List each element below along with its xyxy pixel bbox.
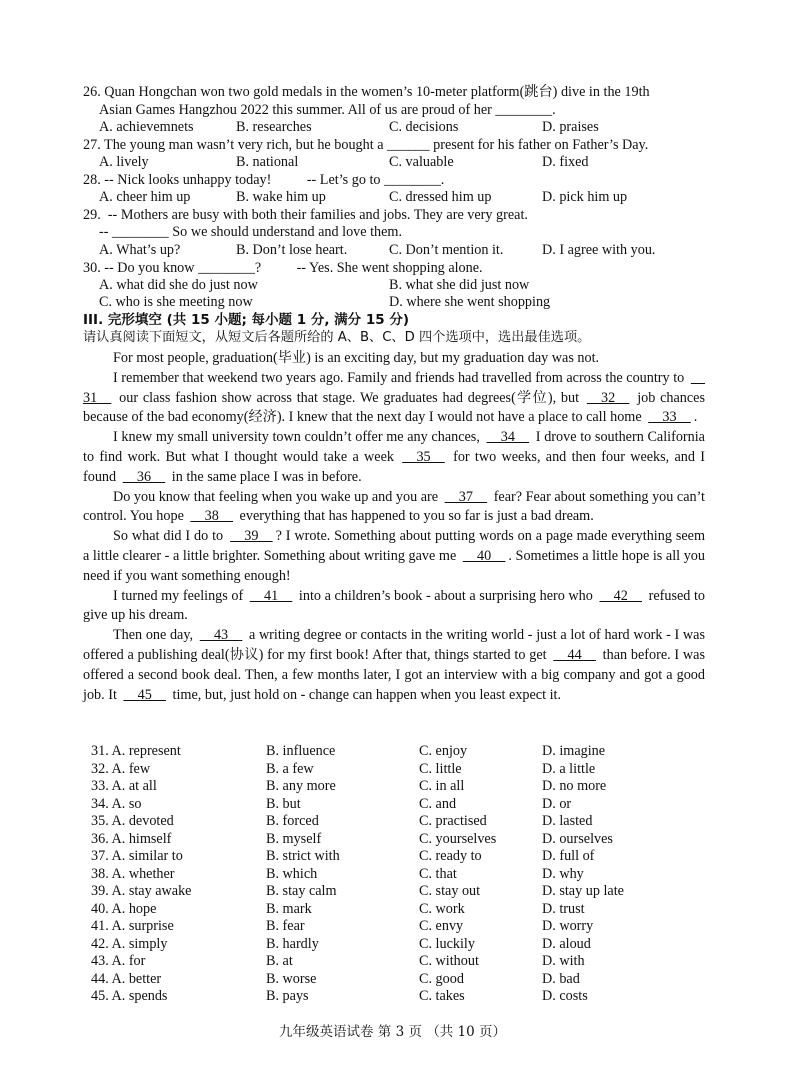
cloze-blank-31: 31	[83, 369, 705, 406]
cloze-option-36-d: D. ourselves	[542, 830, 613, 847]
q26-option-a: A. achievemnets	[99, 119, 194, 135]
passage-paragraph	[83, 527, 705, 586]
cloze-blank-33: 33	[648, 409, 691, 426]
cloze-option-34-b: B. but	[266, 795, 301, 812]
question-30-stem: 30. -- Do you know ________? -- Yes. She went shopping alone.	[83, 260, 483, 276]
cloze-option-32-c: C. little	[419, 760, 462, 777]
q29-option-b: B. Don’t lose heart.	[236, 242, 348, 258]
passage-text: I turned my feelings of	[113, 587, 247, 604]
cloze-blank-42: 42	[599, 587, 643, 604]
cloze-option-38-d: D. why	[542, 865, 584, 882]
cloze-option-40-a: 40. A. hope	[91, 900, 157, 917]
passage-text: time, but, just hold on - change can happen when you least expect it.	[169, 686, 562, 703]
cloze-blank-37: 37	[444, 488, 488, 505]
passage-text: in the same place I was in before.	[168, 468, 362, 485]
q30-option-b: B. what she did just now	[389, 277, 530, 293]
passage-text: Do you know that feeling when you wake up and you are	[113, 488, 442, 505]
cloze-option-34-c: C. and	[419, 795, 457, 812]
cloze-option-43-b: B. at	[266, 953, 293, 969]
question-26-stem: 26. Quan Hongchan won two gold medals in the women’s 10-meter platform(跳台) dive in the 19th	[83, 84, 650, 100]
cloze-option-33-d: D. no more	[542, 778, 607, 794]
passage-text: for two weeks, and then four weeks, and I found	[83, 448, 705, 485]
passage-paragraph	[83, 626, 705, 705]
cloze-option-41-a: 41. A. surprise	[91, 918, 174, 934]
passage-paragraph	[83, 369, 705, 428]
cloze-option-40-b: B. mark	[266, 900, 312, 917]
passage-text: . Sometimes a little hope is all you need if you want something enough!	[83, 547, 705, 584]
cloze-option-44-c: C. good	[419, 970, 464, 987]
question-27-stem: 27. The young man wasn’t very rich, but he bought a ______ present for his father on Father’s Day.	[83, 137, 649, 153]
passage-text: a writing degree or contacts in the writing world - just a lot of hard work - I was offered a publishing deal(协议) for my first book! After that, things started to get	[83, 627, 705, 663]
cloze-option-37-c: C. ready to	[419, 848, 482, 864]
cloze-option-45-b: B. pays	[266, 988, 309, 1004]
cloze-option-31-b: B. influence	[266, 743, 336, 759]
passage-text: I remember that weekend two years ago. Family and friends had travelled from across the country to	[113, 369, 688, 386]
cloze-option-32-d: D. a little	[542, 760, 596, 777]
q27-option-a: A. lively	[99, 154, 149, 170]
cloze-option-37-d: D. full of	[542, 848, 595, 864]
passage-text: I knew my small university town couldn’t offer me any chances,	[113, 429, 484, 446]
cloze-option-42-d: D. aloud	[542, 935, 591, 952]
cloze-option-31-c: C. enjoy	[419, 743, 468, 759]
cloze-option-31-d: D. imagine	[542, 743, 606, 759]
passage-text: For most people, graduation(毕业) is an exciting day, but my graduation day was not.	[113, 350, 600, 366]
cloze-option-35-b: B. forced	[266, 813, 319, 829]
q28-option-a: A. cheer him up	[99, 189, 191, 205]
q27-option-d: D. fixed	[542, 154, 589, 170]
cloze-blank-41: 41	[249, 587, 293, 604]
cloze-option-39-a: 39. A. stay awake	[91, 883, 192, 899]
cloze-option-36-b: B. myself	[266, 830, 322, 847]
cloze-option-45-a: 45. A. spends	[91, 988, 168, 1004]
cloze-option-35-c: C. practised	[419, 813, 487, 829]
cloze-option-33-b: B. any more	[266, 778, 336, 794]
q28-option-c: C. dressed him up	[389, 189, 492, 205]
cloze-option-36-c: C. yourselves	[419, 830, 497, 847]
passage-text: job chances because of the bad economy(经济). I knew that the next day I would not have a place to call home	[83, 389, 705, 426]
cloze-option-41-d: D. worry	[542, 918, 594, 934]
cloze-option-31-a: 31. A. represent	[91, 743, 181, 759]
passage-text: everything that has happened to you so far is just a bad dream.	[236, 508, 594, 525]
passage-paragraph	[83, 349, 705, 369]
q26-option-c: C. decisions	[389, 119, 459, 135]
q26-option-b: B. researches	[236, 119, 312, 135]
cloze-option-44-b: B. worse	[266, 970, 317, 987]
cloze-option-42-a: 42. A. simply	[91, 935, 168, 952]
cloze-passage	[83, 349, 705, 705]
q30-option-d: D. where she went shopping	[389, 294, 551, 310]
cloze-blank-43: 43	[199, 627, 243, 644]
cloze-option-39-d: D. stay up late	[542, 883, 624, 899]
q27-option-c: C. valuable	[389, 154, 454, 170]
cloze-option-36-a: 36. A. himself	[91, 830, 172, 847]
question-26-stem-cont: Asian Games Hangzhou 2022 this summer. All of us are proud of her ________.	[99, 102, 556, 118]
question-28-stem: 28. -- Nick looks unhappy today! -- Let’s go to ________.	[83, 172, 445, 188]
passage-paragraph	[83, 428, 705, 487]
q30-option-c: C. who is she meeting now	[99, 294, 253, 310]
cloze-option-38-c: C. that	[419, 865, 457, 882]
q29-option-a: A. What’s up?	[99, 242, 181, 258]
cloze-option-44-a: 44. A. better	[91, 970, 162, 987]
cloze-option-33-a: 33. A. at all	[91, 778, 157, 794]
passage-text: Then one day,	[113, 627, 197, 644]
cloze-option-40-c: C. work	[419, 900, 465, 917]
cloze-blank-45: 45	[123, 686, 166, 703]
q28-option-b: B. wake him up	[236, 189, 326, 205]
cloze-option-37-b: B. strict with	[266, 848, 340, 864]
cloze-option-44-d: D. bad	[542, 970, 580, 987]
cloze-option-41-b: B. fear	[266, 918, 305, 934]
cloze-option-32-b: B. a few	[266, 760, 314, 777]
cloze-option-34-a: 34. A. so	[91, 795, 142, 812]
cloze-blank-44: 44	[553, 646, 596, 663]
cloze-option-38-b: B. which	[266, 865, 318, 882]
question-29-stem-cont: -- ________ So we should understand and love them.	[99, 224, 403, 240]
cloze-option-43-a: 43. A. for	[91, 953, 146, 969]
cloze-blank-34: 34	[486, 429, 530, 446]
cloze-blank-38: 38	[190, 508, 233, 525]
q30-option-a: A. what did she do just now	[99, 277, 258, 293]
cloze-option-43-c: C. without	[419, 953, 479, 969]
cloze-option-37-a: 37. A. similar to	[91, 848, 183, 864]
passage-paragraph	[83, 587, 705, 627]
q29-option-c: C. Don’t mention it.	[389, 242, 504, 258]
passage-text: .	[693, 409, 698, 426]
page-footer: 九年级英语试卷 第 3 页 （共 10 页）	[278, 1024, 506, 1040]
passage-text: refused to give up his dream.	[83, 587, 705, 624]
cloze-option-33-c: C. in all	[419, 778, 465, 794]
cloze-option-35-d: D. lasted	[542, 813, 593, 829]
passage-text: fear? Fear about something you can’t control. You hope	[83, 488, 705, 525]
passage-text: ? I wrote. Something about putting words on a page made everything seem a little clearer - a little brighter. Something about writing gave me	[83, 528, 705, 564]
passage-paragraph	[83, 488, 705, 528]
cloze-option-42-b: B. hardly	[266, 935, 319, 952]
cloze-option-35-a: 35. A. devoted	[91, 813, 174, 829]
cloze-blank-40: 40	[462, 547, 506, 564]
passage-text: So what did I do to	[113, 528, 228, 545]
q27-option-b: B. national	[236, 154, 299, 170]
cloze-option-45-d: D. costs	[542, 988, 588, 1004]
cloze-option-45-c: C. takes	[419, 988, 465, 1004]
cloze-option-40-d: D. trust	[542, 900, 585, 917]
cloze-option-32-a: 32. A. few	[91, 760, 151, 777]
cloze-option-41-c: C. envy	[419, 918, 464, 934]
question-29-stem: 29. -- Mothers are busy with both their families and jobs. They are very great.	[83, 207, 528, 223]
passage-text: into a children’s book - about a surprising hero who	[295, 587, 597, 604]
cloze-option-42-c: C. luckily	[419, 935, 475, 952]
cloze-blank-39: 39	[230, 528, 273, 545]
section-instruction: 请认真阅读下面短文，从短文后各题所给的 A、B、C、D 四个选项中，选出最佳选项。	[83, 330, 591, 345]
q28-option-d: D. pick him up	[542, 189, 628, 205]
cloze-option-39-b: B. stay calm	[266, 883, 337, 899]
cloze-blank-32: 32	[586, 389, 630, 406]
passage-text: I drove to southern California to find work. But what I thought would take a week	[83, 429, 705, 465]
cloze-option-39-c: C. stay out	[419, 883, 481, 899]
section-title: III. 完形填空 (共 15 小题; 每小题 1 分, 满分 15 分)	[83, 312, 410, 328]
cloze-option-34-d: D. or	[542, 795, 572, 812]
passage-text: than before. I was offered a second book deal. Then, a few months later, I got an interview with a big company and got a good job. It	[83, 646, 705, 703]
cloze-option-38-a: 38. A. whether	[91, 865, 175, 882]
passage-text: our class fashion show across that stage. We graduates had degrees(学位), but	[114, 389, 584, 406]
q29-option-d: D. I agree with you.	[542, 242, 656, 258]
cloze-blank-35: 35	[402, 448, 445, 465]
q26-option-d: D. praises	[542, 119, 599, 135]
cloze-blank-36: 36	[122, 468, 166, 485]
cloze-option-43-d: D. with	[542, 953, 585, 969]
